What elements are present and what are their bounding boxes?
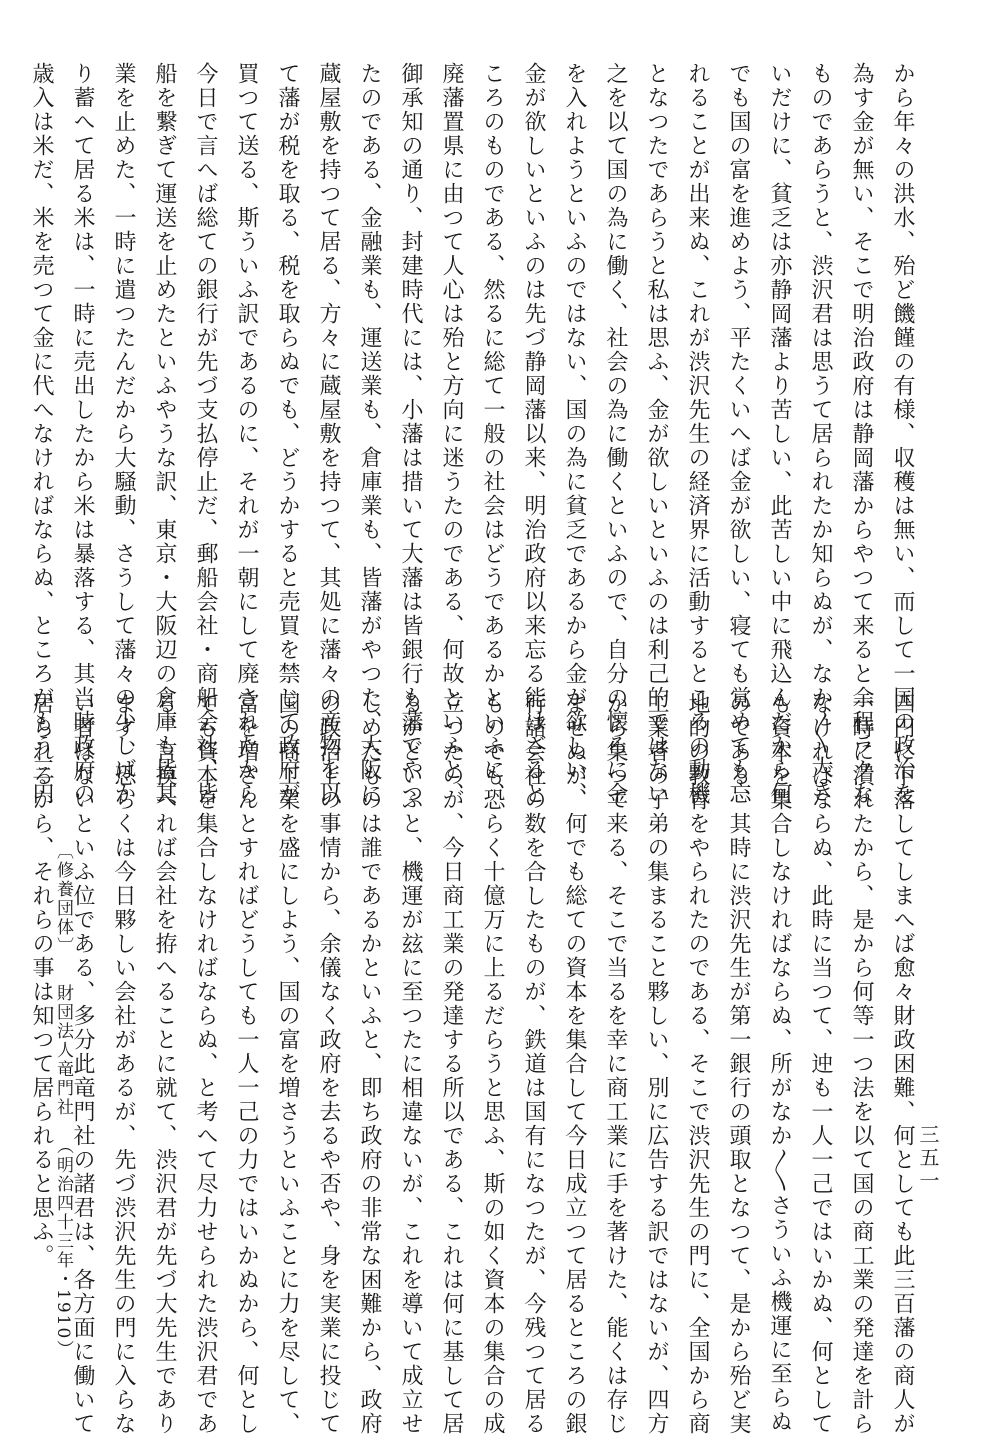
text-column: も資本を集合しなければならぬ、所がなか〳〵さういふ機運に至らぬ <box>767 692 792 1434</box>
text-column: から年々の洪水、殆ど饑饉の有様、収穫は無い、而して一国の政治を <box>890 62 915 806</box>
text-column: の政治上の事情から、余儀なく政府を去るや否や、身を実業に投じて <box>316 692 341 1436</box>
text-column: ころのものである、然るに総て一般の社会はどうであるかといふに、 <box>480 62 505 806</box>
text-column: ます、恐らくは今日夥しい会社があるが、先づ渋沢先生の門に入らな <box>111 692 136 1436</box>
text-column: 工業者の子弟の集まること夥しい、別に広告する訳ではないが、四方 <box>644 692 669 1436</box>
text-column: から集つて来る、そこで当るを幸に商工業に手を著けた、能くは存じ <box>603 692 628 1436</box>
text-column: でも国の富を進めよう、平たくいへば金が欲しい、寝ても覚めても忘 <box>726 62 751 806</box>
text-column: 歳入は米だ、米を売つて金に代へなければならぬ、ところがもう三円 <box>29 62 54 806</box>
source-footer <box>52 842 74 1359</box>
text-column: たのである、金融業も、運送業も、倉庫業も、皆藩がやつた、大阪に <box>357 62 382 806</box>
text-column: 業を止めた、一時に遣つたんだから大騒動、さうして藩々の少しばか <box>111 62 136 806</box>
footer-publisher: 財団法人竜門社 <box>53 984 73 1117</box>
text-column: て藩が税を取る、税を取らぬでも、どうかすると売買を禁じて政府が <box>275 62 300 806</box>
text-column: るかといふと、機運が玆に至つたに相違ないが、これを導いて成立せ <box>398 692 423 1436</box>
page-number: 三五一 <box>916 1124 940 1193</box>
text-column: れることが出来ぬ、これが渋沢先生の経済界に活動するところの動機 <box>685 62 710 806</box>
text-column: しめたものは誰であるかといふと、即ち政府の非常な困難から、政府 <box>357 692 382 1436</box>
text-column: ても資本を集合しなければならぬ、と考へて尽力せられた渋沢君であ <box>193 692 218 1436</box>
upper-text-block <box>21 62 923 806</box>
text-column: 買つて送る、斯ういふ訳であるのに、それが一朝にして廃されたから <box>234 62 259 806</box>
text-column: 富を増さんとすればどうしても一人一己の力ではいかぬから、何とし <box>234 692 259 1436</box>
text-column: 今日で言へば総ての銀行が先づ支払停止だ、郵船会社・商船会社、皆 <box>193 62 218 806</box>
text-column: 地的の教育をやられたのである、そこで渋沢先生の門に、全国から商 <box>685 692 710 1436</box>
text-column: 廃藩置県に由つて人心は殆と方向に迷うたのである、何故といふと、 <box>439 62 464 806</box>
text-column: 蔵屋敷を持つて居る、方々に蔵屋敷を持つて、其処に藩々の産物を以 <box>316 62 341 806</box>
text-column: 御承知の通り、封建時代には、小藩は措いて大藩は皆銀行も藩でやつ <box>398 62 423 806</box>
text-column: 金が欲しいといふのは先づ静岡藩以来、明治政府以来忘る能はざると <box>521 62 546 806</box>
text-column: 国の商工業を盛にしよう、国の富を増さうといふことに力を尽して、 <box>275 692 300 1436</box>
text-column: い者はないといふ位である、多分此竜門社の諸君は、各方面に働いて <box>70 692 95 1436</box>
text-column: となつたであらうと私は思ふ、金が欲しいといふのは利己的ではない <box>644 62 669 806</box>
text-column: り蓄へて居る米は、一時に売出したから米は暴落する、其当時政府の <box>70 62 95 806</box>
text-column: いだけに、貧乏は亦静岡藩より苦しい、此苦しい中に飛込んだから何 <box>767 62 792 806</box>
text-column: 一時に潰れたから、是から何等一つ法を以て国の商工業の発達を計ら <box>849 692 874 1436</box>
text-column: 之を以て国の為に働く、社会の為に働くといふので、自分の懐ろに金 <box>603 62 628 806</box>
text-column: のである、其時に渋沢先生が第一銀行の頭取となつて、是から殆ど実 <box>726 692 751 1436</box>
text-column: 行諸会社の数を合したものが、鉄道は国有になつたが、今残つて居る <box>521 692 546 1436</box>
text-column: 船を繋ぎて運送を止めたといふやうな訳、東京・大阪辺の倉庫も皆其 <box>152 62 177 806</box>
text-column: ものであらうと、渋沢君は思うて居られたか知らぬが、なか〳〵大き <box>808 62 833 804</box>
text-column: ものでも恐らく十億万に上るだらうと思ふ、斯の如く資本の集合の成 <box>480 692 505 1436</box>
footer-category: 〔修養団体〕 <box>53 842 73 956</box>
text-column: を入れようといふのではない、国の為に貧乏であるから金が欲しい、 <box>562 62 587 806</box>
text-column: る、言換へれば会社を拵へることに就て、渋沢君が先づ大先生であり <box>152 692 177 1436</box>
text-column: 四円に下落してしまへば愈々財政困難、何としても此三百藩の商人が <box>890 692 915 1436</box>
text-column: ませぬが、何でも総ての資本を集合して今日成立つて居るところの銀 <box>562 692 587 1436</box>
text-column: 居られるから、それらの事は知つて居られると思ふ。 <box>29 692 54 1268</box>
footer-date: （明治四十三年・1910） <box>53 1137 73 1360</box>
text-column: 為す金が無い、そこで明治政府は静岡藩からやつて来ると余程ラクな <box>849 62 874 806</box>
lower-text-block <box>21 692 923 1436</box>
text-column: 立つたのが、今日商工業の発達する所以である、これは何に基して居 <box>439 692 464 1436</box>
text-column: なければならぬ、此時に当つて、迚も一人一己ではいかぬ、何として <box>808 692 833 1436</box>
